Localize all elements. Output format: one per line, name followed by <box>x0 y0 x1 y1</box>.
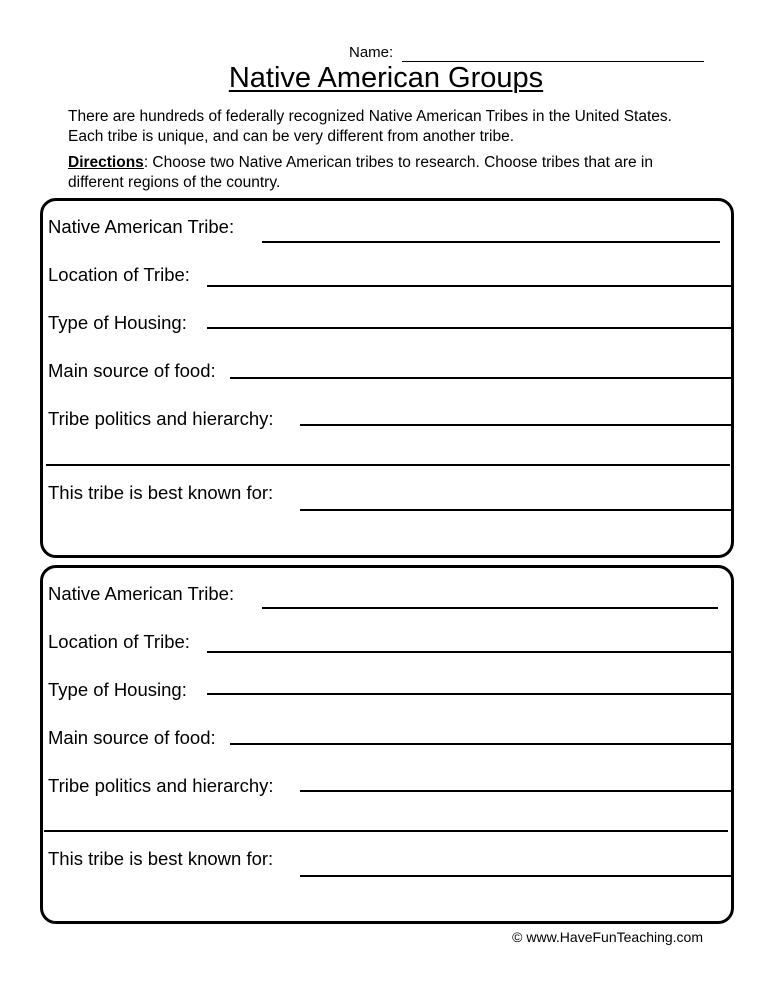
name-label: Name: <box>349 44 394 61</box>
politics-label-1: Tribe politics and hierarchy: <box>48 408 274 429</box>
intro-text: There are hundreds of federally recognized Native American Tribes in the United States. Each tribe is unique, and can be very different from another tribe. <box>68 108 672 145</box>
directions-text <box>68 153 708 193</box>
food-line-1[interactable] <box>230 377 732 379</box>
politics-label-2: Tribe politics and hierarchy: <box>48 775 274 796</box>
location-label-1: Location of Tribe: <box>48 264 190 285</box>
politics-line-2b[interactable] <box>44 830 728 832</box>
food-line-2[interactable] <box>230 743 732 745</box>
tribe-line-2[interactable] <box>262 607 718 609</box>
location-line-2[interactable] <box>207 651 732 653</box>
page-title: Native American Groups <box>228 62 544 94</box>
known-label-2: This tribe is best known for: <box>48 848 274 869</box>
directions-body: : Choose two Native American tribes to research. Choose tribes that are in different regions of the country. <box>68 154 653 191</box>
housing-line-1[interactable] <box>207 327 732 329</box>
housing-label-1: Type of Housing: <box>48 312 187 333</box>
housing-label-2: Type of Housing: <box>48 679 187 700</box>
known-line-1[interactable] <box>300 509 734 511</box>
known-line-2[interactable] <box>300 875 732 877</box>
tribe-line-1[interactable] <box>262 241 720 243</box>
politics-line-1b[interactable] <box>46 464 730 466</box>
copyright-footer: © www.HaveFunTeaching.com <box>512 929 703 945</box>
food-label-2: Main source of food: <box>48 727 216 748</box>
tribe-label-1: Native American Tribe: <box>48 216 235 237</box>
known-label-1: This tribe is best known for: <box>48 482 274 503</box>
directions-label: Directions <box>68 154 144 171</box>
food-label-1: Main source of food: <box>48 360 216 381</box>
politics-line-2[interactable] <box>300 790 732 792</box>
tribe-label-2: Native American Tribe: <box>48 583 235 604</box>
housing-line-2[interactable] <box>207 693 732 695</box>
location-line-1[interactable] <box>207 285 732 287</box>
location-label-2: Location of Tribe: <box>48 631 190 652</box>
politics-line-1[interactable] <box>300 424 734 426</box>
